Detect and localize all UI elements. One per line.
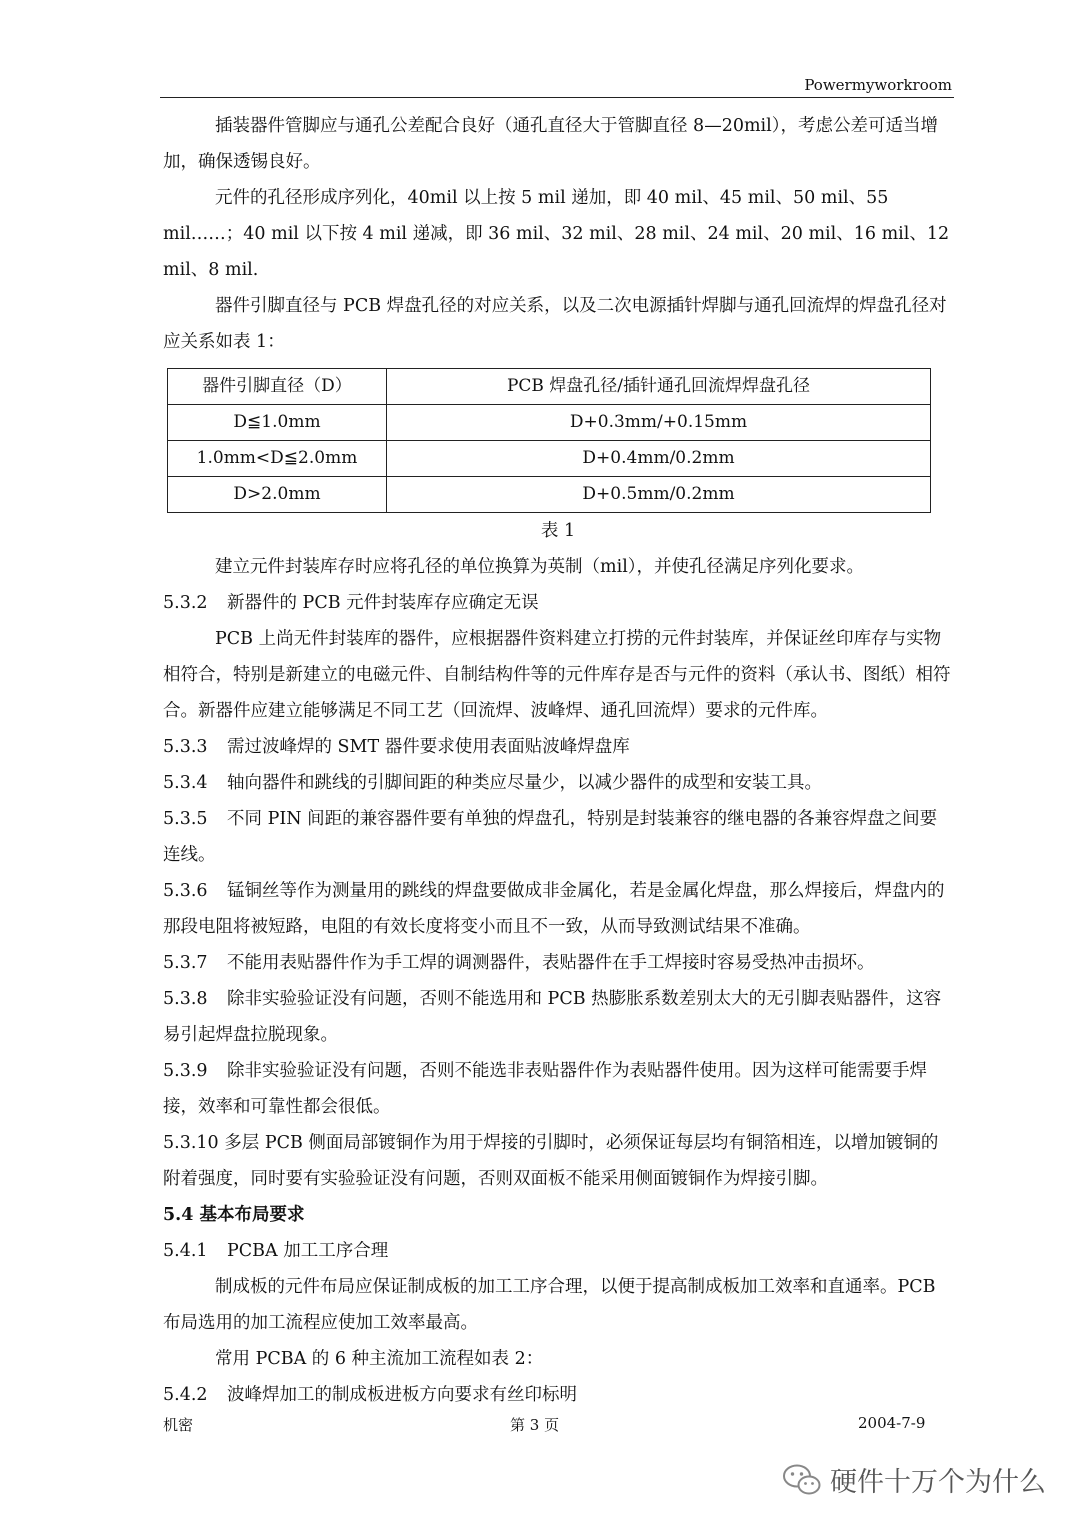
table-cell: D+0.5mm/0.2mm	[387, 477, 931, 513]
section-5-4-heading	[163, 1197, 953, 1233]
section-number: 5.3.7	[163, 953, 208, 973]
table-header-cell: PCB 焊盘孔径/插针通孔回流焊焊盘孔径	[387, 369, 931, 405]
section-5-3-9	[163, 1053, 953, 1125]
section-text: PCBA 加工工序合理	[227, 1241, 389, 1261]
footer-date: 2004-7-9	[858, 1414, 926, 1432]
table-row	[168, 477, 931, 513]
footer-page-number: 第 3 页	[510, 1416, 560, 1434]
paragraph: 建立元件封装库存时应将孔径的单位换算为英制（mil），并使孔径满足序列化要求。	[215, 557, 865, 577]
paragraph: PCB 上尚无件封装库的器件，应根据器件资料建立打捞的元件封装库，并保证丝印库存与实物相符合，特别是新建立的电磁元件、自制结构件等的元件库存是否与元件的资料（承认书、图纸）相符合。新器件应建立能够满足不同工艺（回流焊、波峰焊、通孔回流焊）要求的元件库。	[163, 629, 951, 721]
section-text: 除非实验验证没有问题，否则不能选用和 PCB 热膨胀系数差别太大的无引脚表贴器件，这容易引起焊盘拉脱现象。	[163, 989, 942, 1045]
section-number: 5.3.8	[163, 989, 208, 1009]
section-number: 5.3.9	[163, 1061, 208, 1081]
wechat-icon	[782, 1463, 822, 1497]
header-rule	[160, 97, 954, 98]
table-header-cell: 器件引脚直径（D）	[168, 369, 387, 405]
table-row	[168, 441, 931, 477]
page-content	[163, 108, 953, 1413]
section-number: 5.3.6	[163, 881, 208, 901]
section-number: 5.3.10	[163, 1133, 219, 1153]
section-text: 需过波峰焊的 SMT 器件要求使用表面贴波峰焊盘库	[227, 737, 630, 757]
section-5-3-7	[163, 945, 953, 981]
table-cell: 1.0mm<D≦2.0mm	[168, 441, 387, 477]
section-text: 基本布局要求	[199, 1205, 305, 1225]
section-5-3-10	[163, 1125, 953, 1197]
section-number: 5.3.5	[163, 809, 208, 829]
section-5-3-6	[163, 873, 953, 945]
section-text: 不能用表贴器件作为手工焊的调测器件，表贴器件在手工焊接时容易受热冲击损坏。	[227, 953, 875, 973]
watermark	[782, 1460, 1046, 1499]
section-text: 新器件的 PCB 元件封装库存应确定无误	[227, 593, 539, 613]
section-5-4-2	[163, 1377, 953, 1413]
section-number: 5.3.2	[163, 593, 208, 613]
table-cell: D≦1.0mm	[168, 405, 387, 441]
header-brand: Powermyworkroom	[804, 76, 952, 94]
section-number: 5.4	[163, 1205, 194, 1225]
section-5-3-4	[163, 765, 953, 801]
table-row	[168, 405, 931, 441]
section-number: 5.4.1	[163, 1241, 208, 1261]
table-1	[167, 368, 931, 513]
table-cell: D+0.4mm/0.2mm	[387, 441, 931, 477]
section-text: 锰铜丝等作为测量用的跳线的焊盘要做成非金属化，若是金属化焊盘，那么焊接后，焊盘内的那段电阻将被短路，电阻的有效长度将变小而且不一致，从而导致测试结果不准确。	[163, 881, 945, 937]
section-text: 除非实验验证没有问题，否则不能选非表贴器件作为表贴器件使用。因为这样可能需要手焊接，效率和可靠性都会很低。	[163, 1061, 927, 1117]
section-number: 5.3.4	[163, 773, 208, 793]
paragraph: 常用 PCBA 的 6 种主流加工流程如表 2：	[215, 1349, 544, 1369]
section-5-4-1	[163, 1233, 953, 1269]
section-number: 5.4.2	[163, 1385, 208, 1405]
table-header-row	[168, 369, 931, 405]
section-number: 5.3.3	[163, 737, 208, 757]
section-5-3-5	[163, 801, 953, 873]
paragraph: 元件的孔径形成序列化，40mil 以上按 5 mil 递加，即 40 mil、45 mil、50 mil、55 mil……；40 mil 以下按 4 mil 递减，即 36 mil、32 mil、28 mil、24 mil、20 mil、16 mil、12 mil、8 mil.	[163, 188, 950, 280]
section-5-3-2	[163, 585, 953, 621]
watermark-text: 硬件十万个为什么	[830, 1467, 1046, 1498]
section-text: 不同 PIN 间距的兼容器件要有单独的焊盘孔，特别是封装兼容的继电器的各兼容焊盘之间要连线。	[163, 809, 938, 865]
paragraph: 制成板的元件布局应保证制成板的加工工序合理，以便于提高制成板加工效率和直通率。PCB 布局选用的加工流程应使加工效率最高。	[163, 1277, 936, 1333]
table-cell: D>2.0mm	[168, 477, 387, 513]
footer-confidential: 机密	[163, 1416, 194, 1434]
section-5-3-8	[163, 981, 953, 1053]
paragraph: 插装器件管脚应与通孔公差配合良好（通孔直径大于管脚直径 8—20mil），考虑公差可适当增加，确保透锡良好。	[163, 116, 939, 172]
paragraph: 器件引脚直径与 PCB 焊盘孔径的对应关系，以及二次电源插针焊脚与通孔回流焊的焊盘孔径对应关系如表 1：	[163, 296, 947, 352]
section-text: 多层 PCB 侧面局部镀铜作为用于焊接的引脚时，必须保证每层均有铜箔相连，以增加镀铜的附着强度，同时要有实验验证没有问题，否则双面板不能采用侧面镀铜作为焊接引脚。	[163, 1133, 939, 1189]
section-text: 波峰焊加工的制成板进板方向要求有丝印标明	[227, 1385, 577, 1405]
section-5-3-3	[163, 729, 953, 765]
section-text: 轴向器件和跳线的引脚间距的种类应尽量少，以减少器件的成型和安装工具。	[227, 773, 822, 793]
table-caption: 表 1	[540, 521, 576, 541]
table-cell: D+0.3mm/+0.15mm	[387, 405, 931, 441]
